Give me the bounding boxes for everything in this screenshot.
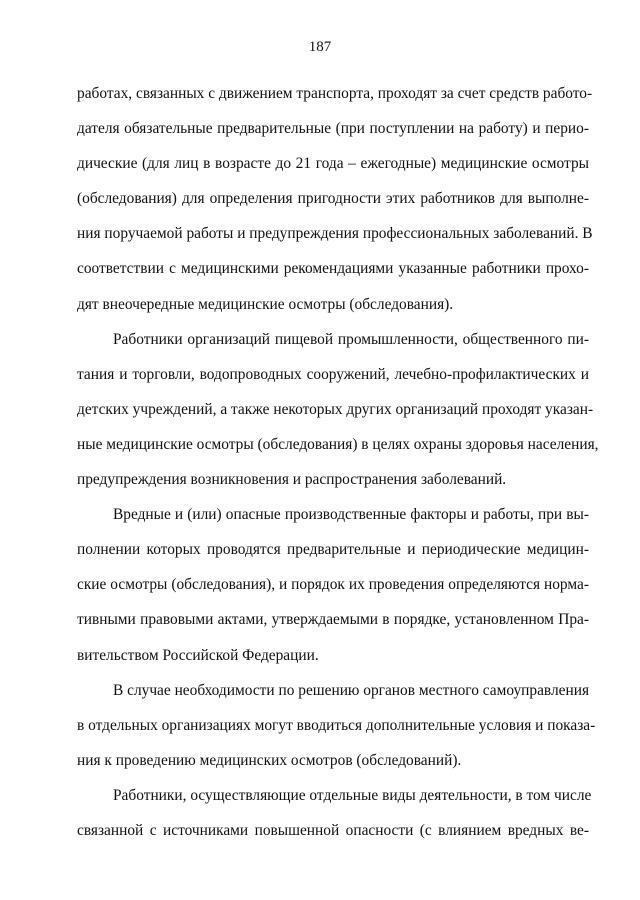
paragraph-2 bbox=[77, 322, 599, 497]
page-number: 187 bbox=[308, 39, 332, 55]
paragraph-4 bbox=[77, 673, 596, 778]
text-line: ния поручаемой работы и предупреждения профессиональных заболеваний. В bbox=[77, 225, 593, 243]
text-line: полнении которых проводятся предварительные и периодические медицин- bbox=[77, 541, 589, 559]
text-line: детских учреждений, а также некоторых других организаций проходят указан- bbox=[77, 400, 594, 418]
text-line: связанной с источниками повышенной опасности (с влиянием вредных ве- bbox=[77, 821, 589, 839]
text-line: соответствии с медицинскими рекомендациями указанные работники прохо- bbox=[77, 260, 589, 278]
text-line: В случае необходимости по решению органов местного самоуправления bbox=[113, 681, 590, 699]
text-line: тивными правовыми актами, утверждаемыми в порядке, установленном Пра- bbox=[77, 611, 589, 629]
text-line: Работники, осуществляющие отдельные виды деятельности, в том числе bbox=[113, 786, 592, 804]
paragraph-5 bbox=[77, 778, 592, 848]
text-line: в отдельных организациях могут вводиться дополнительные условия и показа- bbox=[77, 716, 596, 734]
body-text bbox=[77, 76, 599, 848]
text-line: Вредные и (или) опасные производственные факторы и работы, при вы- bbox=[113, 506, 589, 524]
paragraph-1 bbox=[77, 76, 593, 322]
text-line: дателя обязательные предварительные (при поступлении на работу) и перио- bbox=[77, 120, 589, 138]
text-line: тания и торговли, водопроводных сооружений, лечебно-профилактических и bbox=[77, 365, 589, 383]
text-line: работах, связанных с движением транспорта, проходят за счет средств работо- bbox=[77, 85, 593, 102]
text-line: дят внеочередные медицинские осмотры (обследования). bbox=[77, 295, 454, 313]
text-line: (обследования) для определения пригодности этих работников для выполне- bbox=[77, 190, 589, 208]
paragraph-3 bbox=[77, 497, 589, 672]
text-line: вительством Российской Федерации. bbox=[77, 646, 319, 664]
text-line: предупреждения возникновения и распространения заболеваний. bbox=[77, 471, 507, 489]
text-line: ские осмотры (обследования), и порядок их проведения определяются норма- bbox=[77, 576, 589, 594]
text-line: дические (для лиц в возрасте до 21 года – ежегодные) медицинские осмотры bbox=[77, 155, 589, 173]
text-line: ния к проведению медицинских осмотров (обследований). bbox=[77, 751, 462, 769]
text-line: Работники организаций пищевой промышленности, общественного пи- bbox=[113, 330, 589, 348]
text-line: ные медицинские осмотры (обследования) в целях охраны здоровья населения, bbox=[77, 435, 599, 453]
